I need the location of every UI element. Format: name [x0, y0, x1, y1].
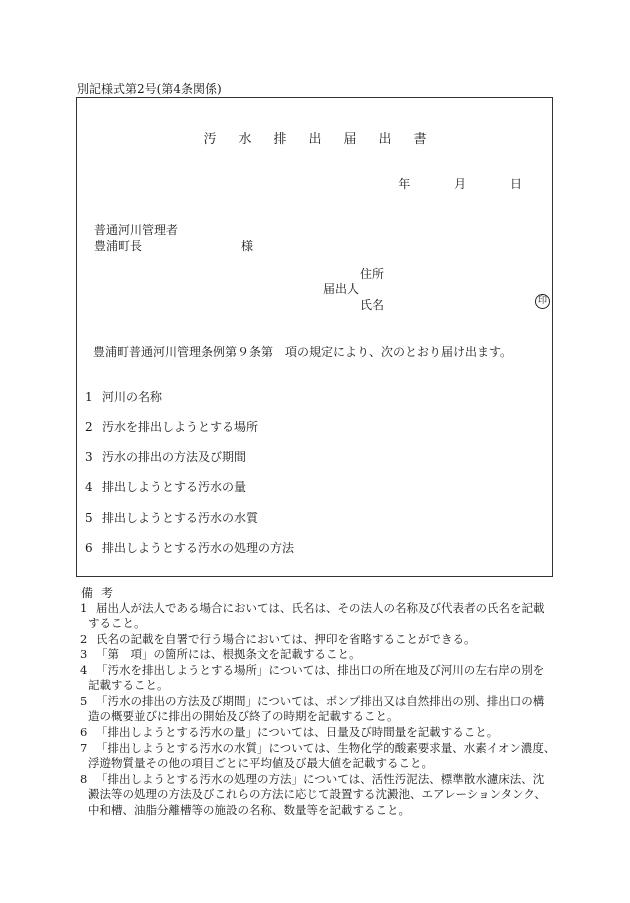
date-year-label: 年 — [398, 177, 411, 191]
note-continuation: 浮遊物質量その他の項目ごとに平均値及び最大値を記載すること。 — [88, 756, 433, 770]
addressee-honorific: 様 — [241, 239, 254, 253]
name-label: 氏名 — [360, 298, 385, 312]
form-frame — [76, 97, 553, 577]
note-continuation: 中和槽、油脂分離槽等の施設の名称、数量等を記載すること。 — [88, 803, 410, 817]
note-item: 7 「排出しようとする汚水の水質」については、生物化学的酸素要求量、水素イオン濃度、 — [80, 741, 556, 755]
note-item: 5 「汚水の排出の方法及び期間」については、ポンプ排出又は自然排出の別、排出口の構 — [80, 694, 545, 708]
list-item: 2 汚水を排出しようとする場所 — [85, 420, 259, 434]
note-continuation: 造の概要並びに排出の開始及び終了の時期を記載すること。 — [88, 709, 399, 723]
statement-text: 豊浦町普通河川管理条例第９条第 項の規定により、次のとおり届け出ます。 — [93, 345, 513, 359]
date-day-label: 日 — [509, 177, 522, 191]
note-item: 8 「排出しようとする汚水の処理の方法」については、活性汚泥法、標準散水濾床法、沈 — [80, 772, 545, 786]
form-title: 汚水排出届出書 — [203, 132, 449, 147]
notifier-label: 届出人 — [323, 282, 360, 296]
note-item: 3 「第 項」の箇所には、根拠条文を記載すること。 — [80, 647, 361, 661]
list-item: 1 河川の名称 — [85, 390, 163, 404]
note-continuation: すること。 — [88, 616, 146, 630]
list-item: 3 汚水の排出の方法及び期間 — [85, 450, 247, 464]
note-continuation: 記載すること。 — [88, 678, 169, 692]
list-item: 4 排出しようとする汚水の量 — [85, 480, 247, 494]
addressee-line2: 豊浦町長 — [94, 239, 143, 253]
address-label: 住所 — [360, 267, 385, 281]
note-item: 1 届出人が法人である場合においては、氏名は、その法人の名称及び代表者の氏名を記載 — [80, 601, 545, 615]
note-item: 4 「汚水を排出しようとする場所」については、排出口の所在地及び河川の左右岸の別を — [80, 663, 545, 677]
form-caption: 別記様式第2号(第4条関係) — [77, 82, 222, 96]
date-line — [378, 175, 522, 192]
notes-heading: 備考 — [81, 586, 122, 600]
note-continuation: 澱法等の処理の方法及びこれらの方法に応じて設置する沈澱池、エアレーションタンク、 — [88, 787, 546, 801]
seal-mark: 印 — [535, 294, 550, 309]
list-item: 5 排出しようとする汚水の水質 — [85, 511, 259, 525]
note-item: 2 氏名の記載を自署で行う場合においては、押印を省略することができる。 — [80, 632, 476, 646]
addressee-line1: 普通河川管理者 — [94, 223, 179, 237]
list-item: 6 排出しようとする汚水の処理の方法 — [85, 541, 295, 555]
date-month-label: 月 — [454, 177, 467, 191]
note-item: 6 「排出しようとする汚水の量」については、日量及び時間量を記載すること。 — [80, 725, 499, 739]
